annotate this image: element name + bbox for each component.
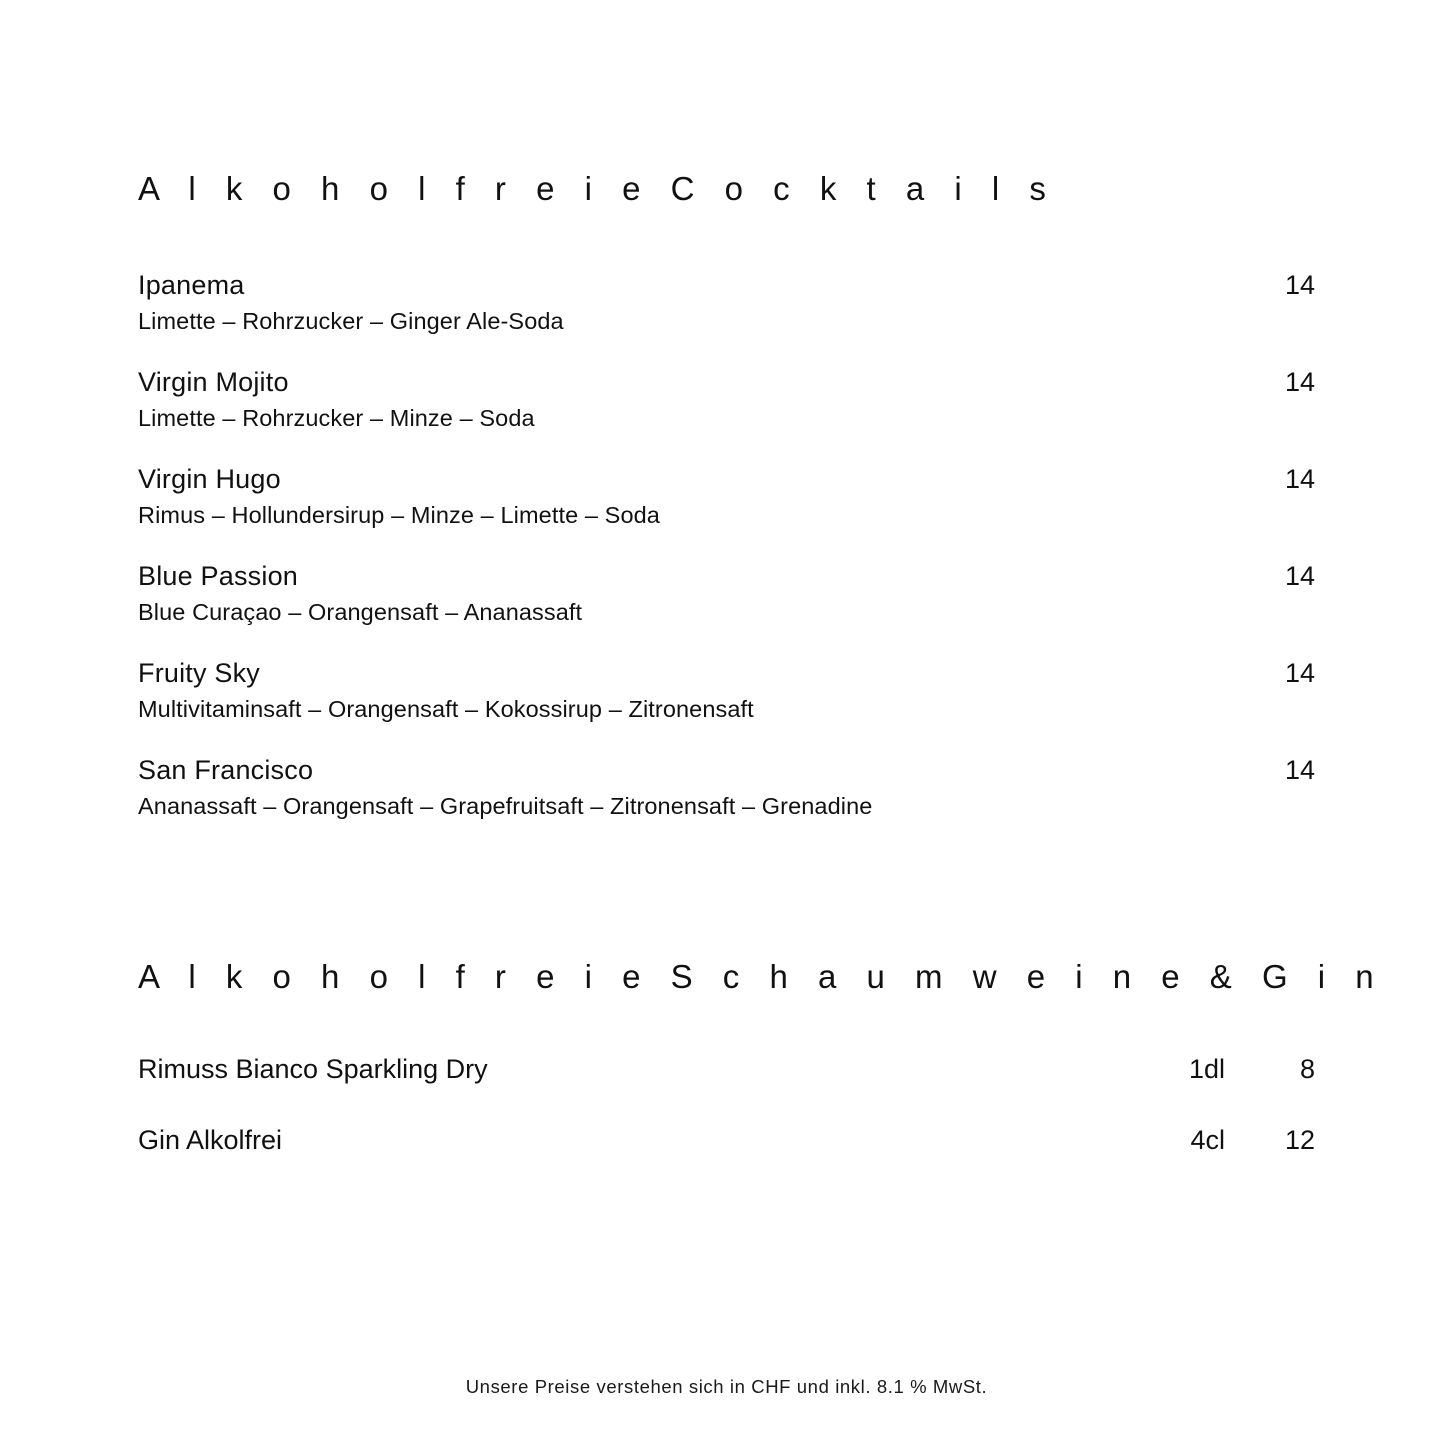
menu-item-price: 14 xyxy=(1284,367,1315,397)
menu-item-description: Rimus – Hollundersirup – Minze – Limette – Soda xyxy=(138,502,660,528)
menu-item-name: Rimuss Bianco Sparkling Dry xyxy=(138,1054,488,1084)
section-title-sparkling-gin: A l k o h o l f r e i e S c h a u m w e i n e & G i n xyxy=(138,958,1385,995)
menu-item xyxy=(138,1054,1315,1085)
menu-item-volume: 4cl xyxy=(1190,1125,1225,1155)
menu-item xyxy=(138,561,1315,626)
menu-item-name: Ipanema xyxy=(138,270,245,300)
menu-item-row xyxy=(138,755,1315,786)
cocktail-item-list xyxy=(138,270,1315,820)
menu-item-name: Gin Alkolfrei xyxy=(138,1125,283,1155)
menu-item-row xyxy=(138,561,1315,592)
menu-item xyxy=(138,464,1315,529)
section-alcohol-free-cocktails xyxy=(138,170,1315,852)
section-title-cocktails: A l k o h o l f r e i e C o c k t a i l s xyxy=(138,170,1057,207)
menu-item-price: 14 xyxy=(1284,464,1315,494)
menu-item-row xyxy=(138,270,1315,301)
menu-item-price: 14 xyxy=(1284,270,1315,300)
menu-item-price: 14 xyxy=(1284,658,1315,688)
menu-item-name: Virgin Hugo xyxy=(138,464,281,494)
menu-item-description: Multivitaminsaft – Orangensaft – Kokossirup – Zitronensaft xyxy=(138,696,754,722)
menu-item xyxy=(138,367,1315,432)
menu-item-row xyxy=(138,464,1315,495)
menu-item-description: Limette – Rohrzucker – Ginger Ale-Soda xyxy=(138,308,564,334)
menu-item xyxy=(138,1125,1315,1156)
menu-item-description: Blue Curaçao – Orangensaft – Ananassaft xyxy=(138,599,583,625)
menu-item-row xyxy=(138,367,1315,398)
menu-item-price: 14 xyxy=(1284,755,1315,785)
menu-item-volume: 1dl xyxy=(1188,1054,1225,1084)
menu-item xyxy=(138,270,1315,335)
menu-item-row xyxy=(138,658,1315,689)
menu-item xyxy=(138,755,1315,820)
menu-item-price: 14 xyxy=(1284,561,1315,591)
price-disclaimer: Unsere Preise verstehen sich in CHF und inkl. 8.1 % MwSt. xyxy=(465,1376,988,1397)
menu-item-name: San Francisco xyxy=(138,755,314,785)
sparkling-gin-item-list xyxy=(138,1054,1315,1156)
menu-item-price: 8 xyxy=(1299,1054,1315,1084)
menu-item-name: Virgin Mojito xyxy=(138,367,289,397)
menu-item xyxy=(138,658,1315,723)
menu-item-description: Limette – Rohrzucker – Minze – Soda xyxy=(138,405,535,431)
menu-item-name: Blue Passion xyxy=(138,561,298,591)
menu-item-description: Ananassaft – Orangensaft – Grapefruitsaft – Zitronensaft – Grenadine xyxy=(138,793,873,819)
section-alcohol-free-sparkling-and-gin xyxy=(138,958,1385,1196)
menu-item-price: 12 xyxy=(1284,1125,1315,1155)
menu-item-name: Fruity Sky xyxy=(138,658,261,688)
